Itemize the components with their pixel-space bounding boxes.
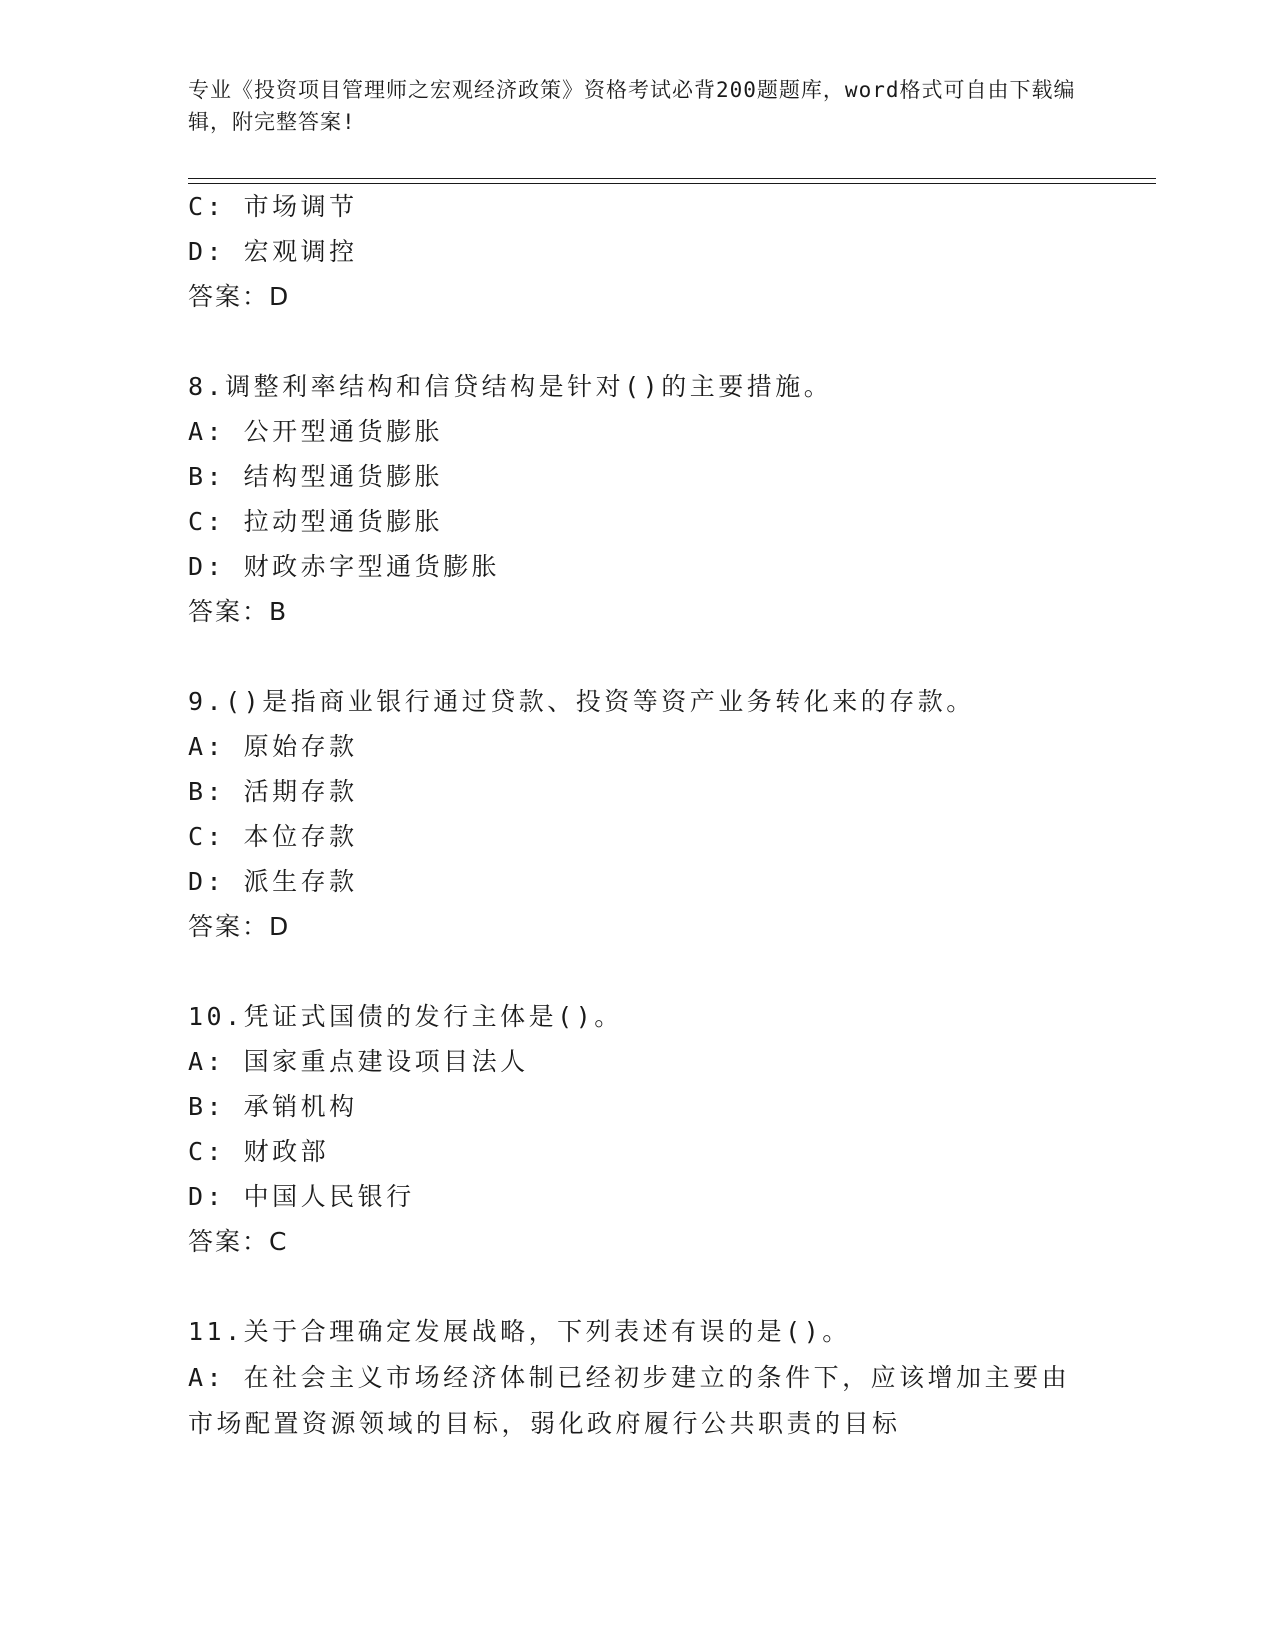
question-9-option-c: C: 本位存款 [188, 822, 358, 851]
question-10-option-a: A: 国家重点建设项目法人 [188, 1047, 529, 1076]
question-9-answer: 答案：D [188, 912, 291, 941]
option-d: D: 宏观调控 [188, 237, 358, 266]
question-10-option-d: D: 中国人民银行 [188, 1182, 415, 1211]
question-8-option-a: A: 公开型通货膨胀 [188, 417, 444, 446]
question-10-option-b: B: 承销机构 [188, 1092, 358, 1121]
question-8-option-d: D: 财政赤字型通货膨胀 [188, 552, 501, 581]
question-11: 11.关于合理确定发展战略，下列表述有误的是()。 [188, 1317, 851, 1346]
question-9: 9.()是指商业银行通过贷款、投资等资产业务转化来的存款。 [188, 687, 975, 716]
question-8-option-b: B: 结构型通货膨胀 [188, 462, 444, 491]
header-rule-bottom [188, 183, 1156, 184]
question-9-option-a: A: 原始存款 [188, 732, 358, 761]
question-8-answer: 答案：B [188, 597, 289, 626]
document-header: 专业《投资项目管理师之宏观经济政策》资格考试必背200题题库，word格式可自由下载编辑，附完整答案! [188, 78, 1076, 134]
answer: 答案：D [188, 282, 291, 311]
question-8: 8.调整利率结构和信贷结构是针对()的主要措施。 [188, 372, 833, 401]
question-10: 10.凭证式国债的发行主体是()。 [188, 1002, 623, 1031]
question-11-option-a: A: 在社会主义市场经济体制已经初步建立的条件下，应该增加主要由市场配置资源领域的目标，弱化政府履行公共职责的目标 [188, 1363, 1071, 1438]
option-c: C: 市场调节 [188, 192, 358, 221]
header-rule-top [188, 178, 1156, 179]
question-8-option-c: C: 拉动型通货膨胀 [188, 507, 444, 536]
question-10-option-c: C: 财政部 [188, 1137, 330, 1166]
question-9-option-d: D: 派生存款 [188, 867, 358, 896]
question-9-option-b: B: 活期存款 [188, 777, 358, 806]
question-10-answer: 答案：C [188, 1227, 289, 1256]
